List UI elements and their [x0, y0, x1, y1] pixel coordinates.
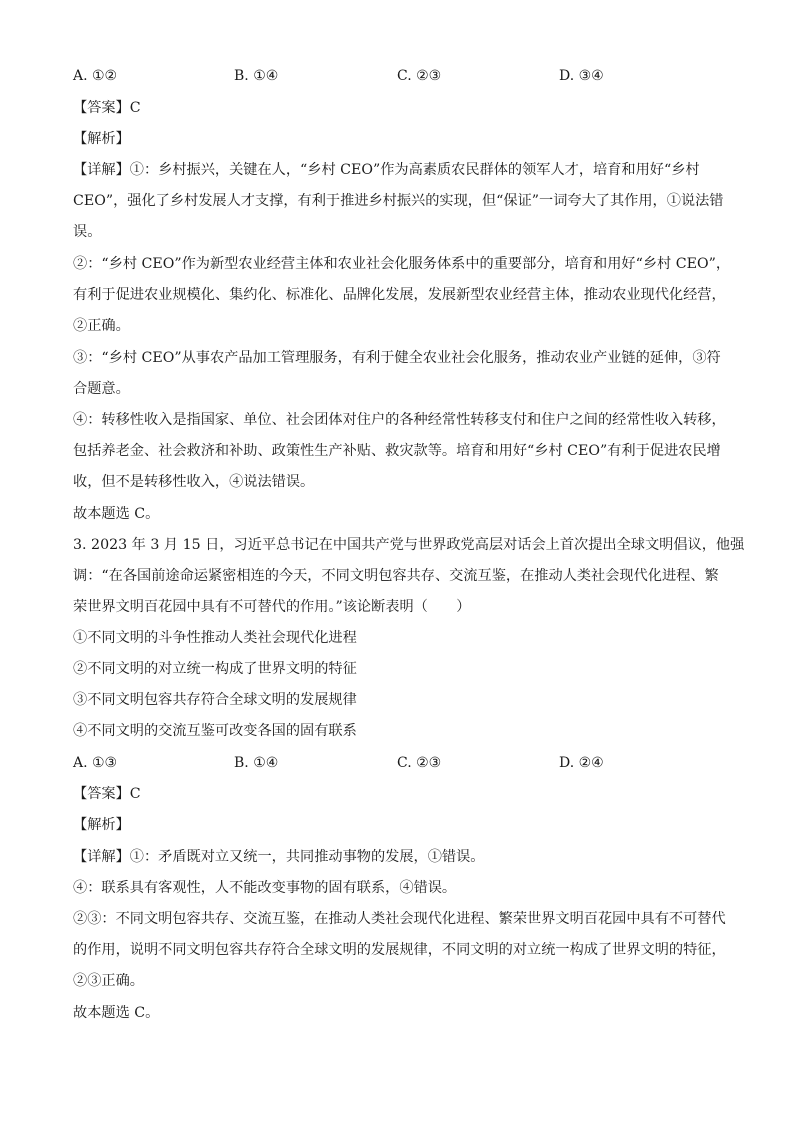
q3-option-c: C. ②③: [397, 755, 442, 771]
q3-statement-4: ④不同文明的交流互鉴可改变各国的固有联系: [73, 723, 357, 739]
q2-options: [73, 66, 723, 86]
q3-statement-1: ①不同文明的斗争性推动人类社会现代化进程: [73, 630, 357, 646]
q2-analysis-label: 【解析】: [73, 131, 130, 147]
q3-stem-line: 荣世界文明百花园中具有不可替代的作用。”该论断表明（ ）: [73, 599, 471, 615]
q2-explanation-line: ④：转移性收入是指国家、单位、社会团体对住户的各种经常性转移支付和住户之间的经常性收入转移，: [73, 412, 726, 428]
q2-conclusion: 故本题选 C。: [73, 506, 160, 522]
q2-explanation-line: 包括养老金、社会救济和补助、政策性生产补贴、救灾款等。培育和用好“乡村 CEO”有利于促进农民增: [73, 443, 721, 459]
q3-explanation-line: ④：联系具有客观性，人不能改变事物的固有联系，④错误。: [73, 880, 457, 896]
q2-option-c: C. ②③: [397, 68, 442, 84]
q2-explanation-line: 误。: [73, 224, 102, 240]
q2-explanation-line: 收，但不是转移性收入，④说法错误。: [73, 474, 315, 490]
q2-option-d: D. ③④: [559, 68, 604, 84]
q3-statement-2: ②不同文明的对立统一构成了世界文明的特征: [73, 661, 357, 677]
q3-explanation-line: 的作用，说明不同文明包容共存符合全球文明的发展规律，不同文明的对立统一构成了世界文明的特征，: [73, 942, 726, 958]
q3-stem-line: 3. 2023 年 3 月 15 日，习近平总书记在中国共产党与世界政党高层对话会上首次提出全球文明倡议，他强: [73, 537, 745, 553]
q2-explanation-line: 合题意。: [73, 381, 130, 397]
q3-analysis-label: 【解析】: [73, 817, 130, 833]
q2-explanation-line: ②：“乡村 CEO”作为新型农业经营主体和农业社会化服务体系中的重要部分，培育和用好“乡村 CEO”，: [73, 256, 731, 272]
q2-explanation-line: ②正确。: [73, 318, 130, 334]
q3-options: [73, 753, 723, 773]
q2-option-b: B. ①④: [234, 68, 279, 84]
q3-stem-line: 调：“在各国前途命运紧密相连的今天，不同文明包容共存、交流互鉴，在推动人类社会现代化进程、繁: [73, 568, 719, 584]
q3-explanation-line: ②③正确。: [73, 973, 144, 989]
q2-explanation-line: CEO”，强化了乡村发展人才支撑，有利于推进乡村振兴的实现，但“保证”一词夸大了其作用，①说法错: [73, 193, 724, 209]
q2-explanation-line: ③：“乡村 CEO”从事农产品加工管理服务，有利于健全农业社会化服务，推动农业产业链的延伸，③符: [73, 350, 721, 366]
q3-option-b: B. ①④: [234, 755, 279, 771]
q2-answer: 【答案】C: [73, 100, 141, 116]
q2-explanation-line: 【详解】①：乡村振兴，关键在人，“乡村 CEO”作为高素质农民群体的领军人才，培育和用好“乡村: [73, 162, 700, 178]
q3-explanation-line: ②③：不同文明包容共存、交流互鉴，在推动人类社会现代化进程、繁荣世界文明百花园中具有不可替代: [73, 911, 726, 927]
q2-option-a: A. ①②: [73, 68, 118, 84]
q3-option-a: A. ①③: [73, 755, 118, 771]
q2-explanation-line: 有利于促进农业规模化、集约化、标准化、品牌化发展，发展新型农业经营主体，推动农业现代化经营，: [73, 287, 726, 303]
q3-explanation-line: 【详解】①：矛盾既对立又统一，共同推动事物的发展，①错误。: [73, 849, 485, 865]
q3-conclusion: 故本题选 C。: [73, 1005, 160, 1021]
q3-option-d: D. ②④: [559, 755, 604, 771]
q3-statement-3: ③不同文明包容共存符合全球文明的发展规律: [73, 692, 357, 708]
q3-answer: 【答案】C: [73, 786, 141, 802]
